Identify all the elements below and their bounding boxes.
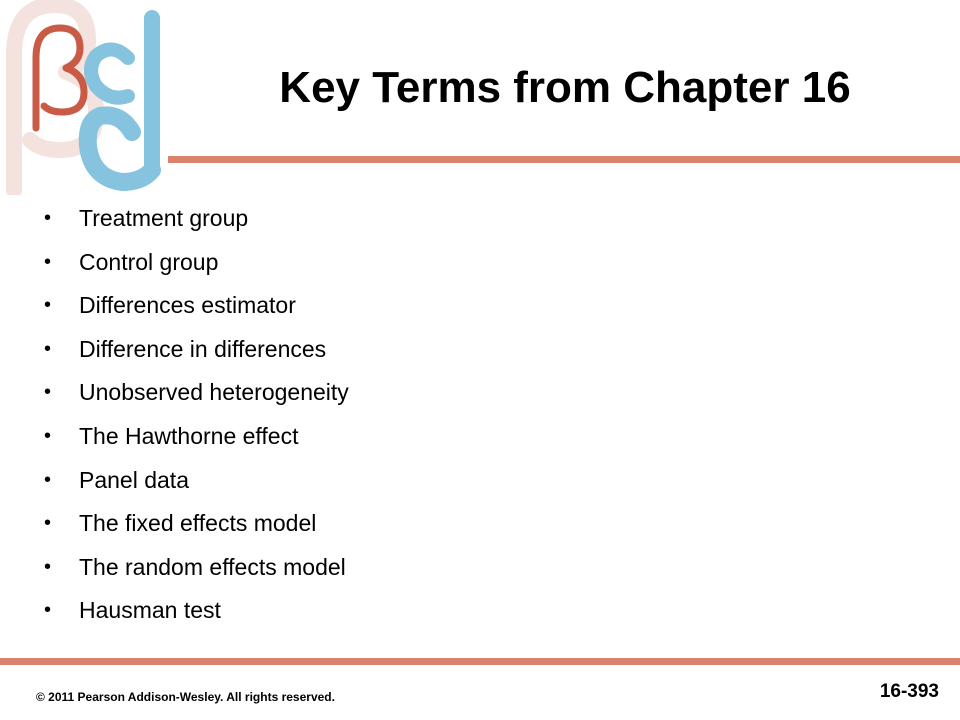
blue-c-upper-shape: [91, 49, 128, 97]
term-label: Difference in differences: [79, 335, 327, 362]
copyright-notice: © 2011 Pearson Addison-Wesley. All rights reserved.: [36, 690, 335, 704]
bullet-icon: •: [44, 555, 52, 578]
bullet-icon: •: [44, 250, 52, 273]
term-label: The fixed effects model: [79, 510, 317, 537]
bullet-icon: •: [44, 294, 52, 317]
bullet-icon: •: [44, 512, 52, 535]
term-label: Control group: [79, 248, 219, 275]
footer-divider: [0, 658, 960, 665]
term-label: Hausman test: [79, 597, 221, 624]
bullet-icon: •: [44, 424, 52, 447]
term-label: The Hawthorne effect: [79, 422, 299, 449]
bullet-icon: •: [44, 468, 52, 491]
blue-c-shape: [88, 115, 152, 182]
term-label: The random effects model: [79, 553, 346, 580]
bullet-icon: •: [44, 207, 52, 229]
term-label: Unobserved heterogeneity: [79, 379, 349, 406]
title-divider: [168, 156, 960, 163]
term-label: Panel data: [79, 466, 189, 493]
term-label: Differences estimator: [79, 292, 296, 319]
term-label: Treatment group: [79, 205, 249, 231]
bullet-icon: •: [44, 599, 52, 622]
slide-title: Key Terms from Chapter 16: [279, 63, 851, 112]
bullet-icon: •: [44, 337, 52, 360]
beta-cd-logo-svg: [0, 0, 175, 195]
red-beta-shape: [36, 28, 84, 128]
page-number: 16-393: [879, 681, 939, 702]
bullet-icon: •: [44, 381, 52, 404]
publisher-logo-icon: [0, 0, 175, 195]
